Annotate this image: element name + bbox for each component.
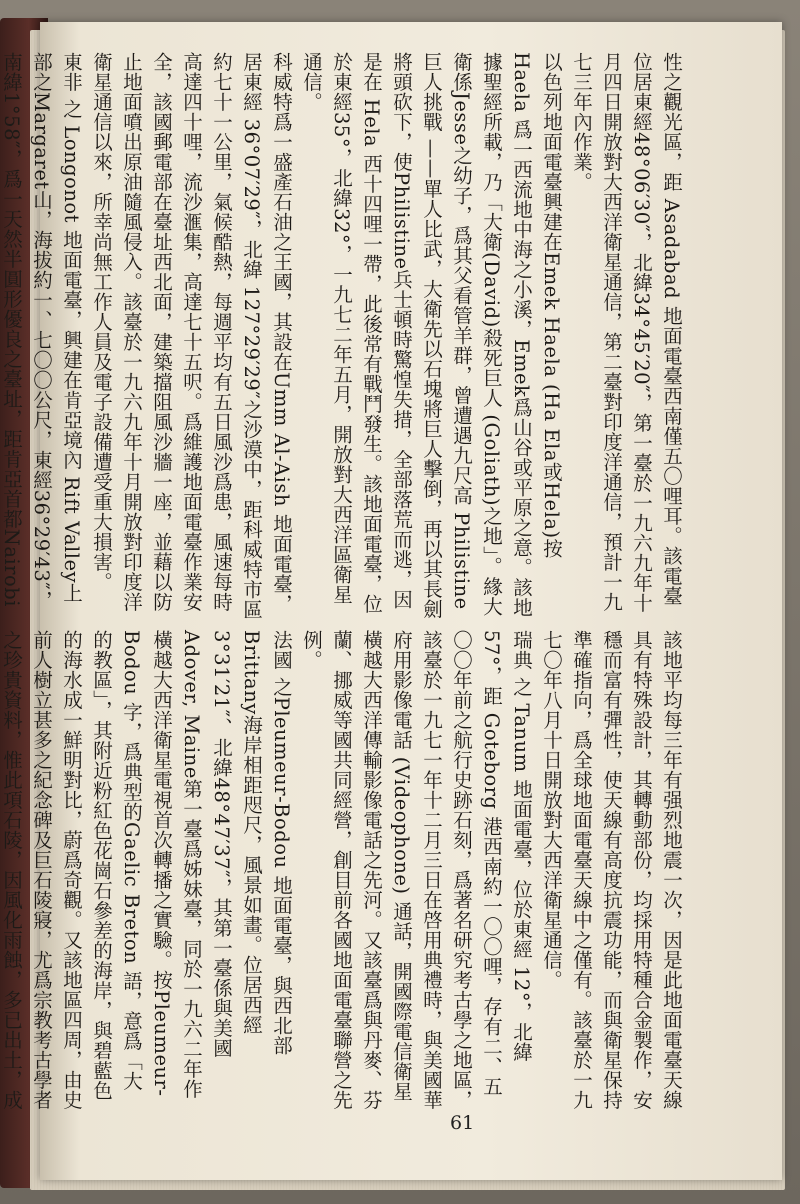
upper-text-block — [0, 52, 686, 622]
paragraph-israel: 以色列地面電臺興建在Emek Haela (Ha Ela或Hela)按 Haela 爲一西流地中海之小溪，Emek爲山谷或平原之意。該地據聖經所載，乃「大衛(David)殺死巨人 (Goliath)之地」。緣大衛係Jesse之幼子，爲其父看管羊群，曾遭遇九尺高 Philistine 巨人挑戰 ——單人比武，大衛先以石塊將巨人擊倒，再以其長劍將頭砍下，使Philistine兵士頓時驚惶失措，全部落荒而逃，因是在 Hela 西十四哩一帶，此後常有戰鬥發生。該地面電臺，位於東經35°，北緯32°，一九七二年五月，開放對大西洋區衛星通信。 — [300, 52, 563, 619]
paragraph-sweden: 瑞典 之 Tanum 地面電臺，位於東經 12°，北緯57°，距 Goteborg 港西南約一〇〇哩，存有二、五〇〇年前之航行史跡石刻，爲著名研究考古學之地區，該臺於一九七一年十二月三日在啓用典禮時，與美國華府用影像電話 (Videophone) 通話，開國際電信衛星橫越大西洋傳輸影像電話之先河。又該臺爲與丹麥、芬蘭、挪威等國共同經營，創目前各國地面電臺聯營之先例。 — [300, 630, 533, 1110]
paragraph-france: 法國 之Pleumeur-Bodou 地面電臺，與西北部Brittany海岸相距咫尺，風景如畫。位居西經3°31′21″、北緯48°47′37″，其第一臺係與美國 Adover, Maine第一臺爲姊妹臺，同於一九六二年作橫越大西洋衛星電視首次轉播之實驗。按Pleumeur-Bodou 字，爲典型的Gaelic Breton 語，意爲「大的教區」，其附近粉紅色花崗石參差的海岸，與碧藍色的海水成一鮮明對比，蔚爲奇觀。又該地區四周，由史前人樹立甚多之紀念碑及巨石陵寢，尤爲宗教考古學者之珍貴資料，惟此項石陵，因風化雨蝕，多已出土，成 — [0, 630, 293, 1110]
paragraph-iran-continued: 性之觀光區，距 Asadabad 地面電臺西南僅五〇哩耳。該電臺位居東經48°06′30″，北緯34°45′20″，第一臺於一九六九年十月四日開放對大西洋衛星通信，第二臺對印度洋通信，預計一九七三年內作業。 — [570, 52, 683, 613]
lower-text-block — [0, 630, 686, 1110]
paragraph-east-africa: 東非 之 Longonot 地面電臺，興建在肯亞境內 Rift Valley上部之Margaret山，海拔約一、七〇〇公尺，東經36°29′43″，南緯1°58″，爲一天然半圓形優良之臺址，距肯亞首都Nairobi — [0, 52, 83, 611]
page-number: 61 — [450, 1112, 475, 1134]
book-page — [0, 22, 782, 1180]
paragraph-kenya-continued: 該地平均每三年有强烈地震一次，因是此地面電臺天線具有特殊設計，其轉動部份，均採用特種合金製作，安穩而富有彈性，使天線有高度抗震功能，而與衛星保持準確指向，爲全球地面電臺天線中之僅有。該臺於一九七〇年八月十日開放對大西洋衛星通信。 — [540, 630, 683, 1110]
paragraph-kuwait: 科威特爲一盛產石油之王國，其設在Umm Al-Aish 地面電臺，居東經 36°07′29″，北緯 127°29′29″之沙漠中，距科威特市區約七十一公里，氣候酷熱，每週平均有五日風沙爲患，風速每時高達四十哩，流沙滙集，高達七十五呎。爲維護地面電臺作業安全，該國郵電部在臺址西北面，建築擋阻風沙牆一座，並藉以防止地面噴出原油隨風侵入。該臺於一九六九年十月開放對印度洋衛星通信以來，所幸尚無工作人員及電子設備遭受重大損害。 — [90, 52, 293, 620]
